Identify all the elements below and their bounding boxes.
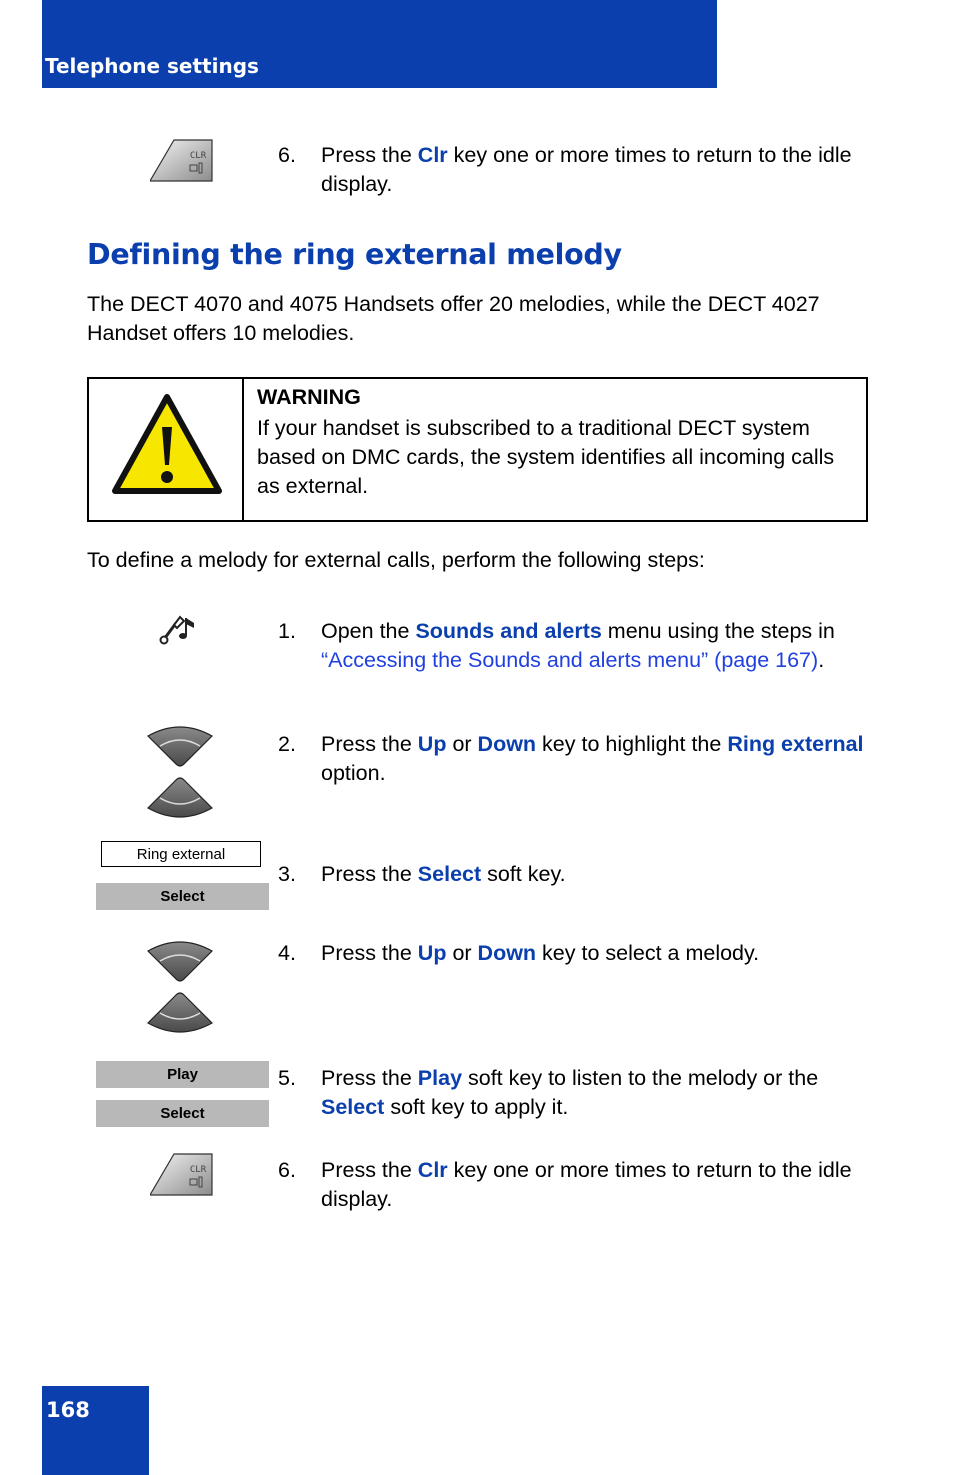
warning-box: [87, 377, 868, 522]
navigation-key-icon: [146, 722, 214, 822]
svg-text:CLR: CLR: [189, 151, 207, 161]
keyword-sounds-and-alerts: Sounds and alerts: [415, 619, 602, 643]
keyword-up: Up: [417, 732, 447, 756]
clr-key-icon: [150, 138, 214, 184]
page-number: 168: [46, 1398, 90, 1422]
clr-key-icon: [150, 1152, 214, 1198]
keyword-down: Down: [477, 732, 537, 756]
keyword-play: Play: [417, 1066, 463, 1090]
section-title: Defining the ring external melody: [87, 238, 622, 271]
keyword-down: Down: [477, 941, 537, 965]
svg-text:CLR: CLR: [189, 1165, 207, 1175]
display-line: Ring external: [101, 841, 261, 867]
navigation-key-icon: [146, 937, 214, 1037]
select-softkey[interactable]: Select: [96, 883, 269, 910]
melody-icon: [158, 613, 202, 647]
warning-body: If your handset is subscribed to a traditional DECT system based on DMC cards, the system identifies all incoming calls as external.: [257, 416, 835, 498]
keyword-clr: Clr: [417, 143, 448, 167]
cross-reference-link[interactable]: “Accessing the Sounds and alerts menu” (page 167): [321, 648, 819, 672]
keyword-select: Select: [417, 862, 482, 886]
play-softkey[interactable]: Play: [96, 1061, 269, 1088]
warning-title: WARNING: [257, 385, 361, 409]
select-softkey[interactable]: Select: [96, 1100, 269, 1127]
warning-icon: [111, 393, 223, 499]
keyword-ring-external: Ring external: [727, 732, 864, 756]
intro-paragraph: The DECT 4070 and 4075 Handsets offer 20 melodies, while the DECT 4027 Handset offers 10 melodies.: [87, 292, 820, 345]
divider: [242, 379, 244, 520]
keyword-up: Up: [417, 941, 447, 965]
keyword-select: Select: [321, 1095, 385, 1119]
header-title: Telephone settings: [45, 54, 259, 78]
keyword-clr: Clr: [417, 1158, 448, 1182]
lead-paragraph: To define a melody for external calls, perform the following steps:: [87, 548, 705, 572]
